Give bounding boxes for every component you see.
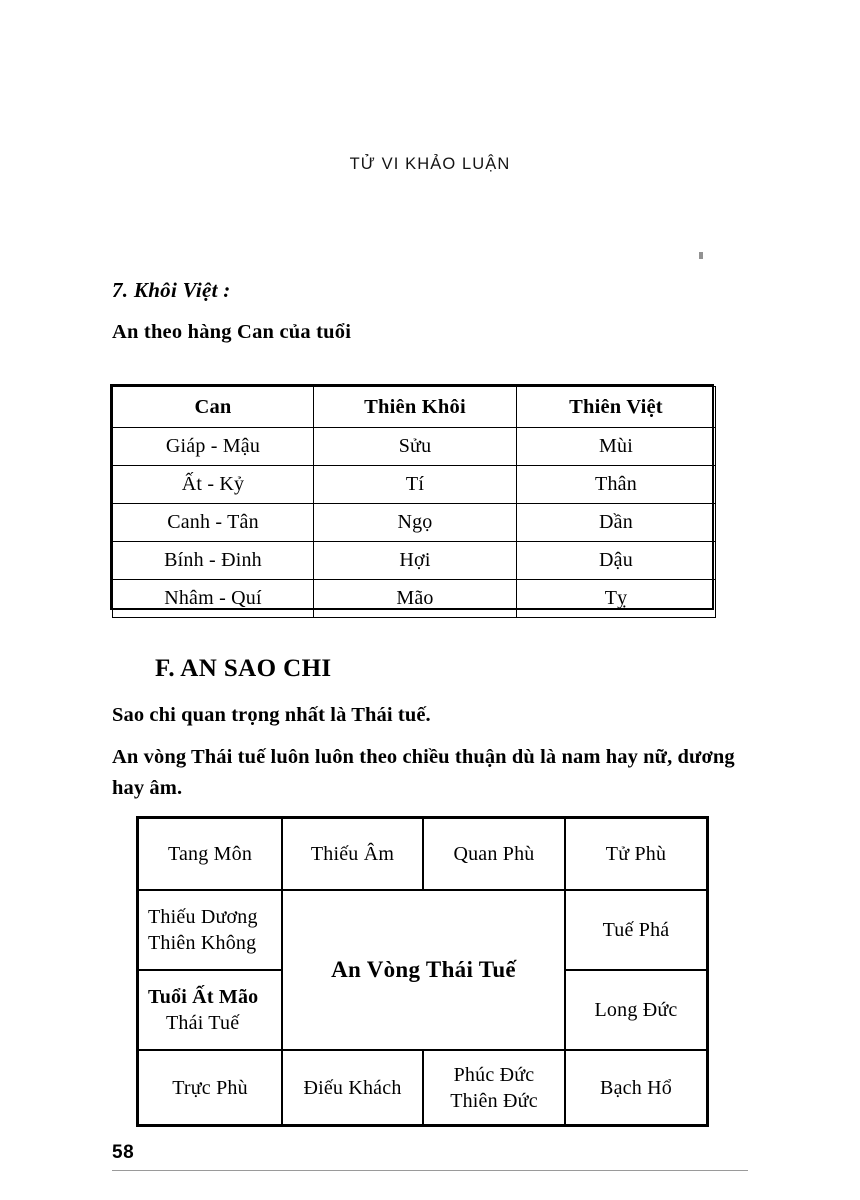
chart-cell-long-duc bbox=[565, 970, 707, 1050]
cell-can: Giáp - Mậu bbox=[113, 428, 314, 466]
cell-can: Bính - Đinh bbox=[113, 542, 314, 580]
chart-cell-label-line-2: Thái Tuế bbox=[166, 1012, 240, 1034]
chart-cell-tu-phu bbox=[565, 818, 707, 890]
chart-cell-bach-ho bbox=[565, 1050, 707, 1125]
cell-thien-khoi: Tí bbox=[314, 466, 517, 504]
section-f-paragraph-2: An vòng Thái tuế luôn luôn theo chiều thuận dù là nam hay nữ, dương hay âm. bbox=[112, 746, 735, 799]
cell-thien-khoi: Hợi bbox=[314, 542, 517, 580]
chart-cell-label: Bạch Hổ bbox=[600, 1076, 672, 1099]
cell-can: Ất - Kỷ bbox=[113, 466, 314, 504]
chart-cell-label-line-2: Thiên Đức bbox=[450, 1089, 538, 1112]
section-7-lead-text: An theo hàng Can của tuổi bbox=[112, 321, 352, 343]
table-header-row bbox=[113, 387, 716, 428]
page-number: 58 bbox=[112, 1142, 135, 1163]
section-f-heading: F. AN SAO CHI bbox=[155, 655, 332, 682]
chart-cell-quan-phu bbox=[423, 818, 565, 890]
table-row bbox=[113, 542, 716, 580]
khoi-viet-table bbox=[112, 386, 716, 618]
cell-thien-khoi: Mão bbox=[314, 580, 517, 618]
thai-tue-chart bbox=[138, 818, 707, 1125]
table-header-can: Can bbox=[113, 387, 314, 428]
table-header-thien-khoi: Thiên Khôi bbox=[314, 387, 517, 428]
chart-cell-tang-mon bbox=[138, 818, 282, 890]
table-row bbox=[113, 504, 716, 542]
chart-cell-label: Tử Phù bbox=[605, 843, 667, 865]
cell-thien-viet: Dậu bbox=[517, 542, 716, 580]
chart-cell-label-line-1: Thiếu Dương bbox=[148, 906, 258, 928]
chart-cell-label: Long Đức bbox=[594, 999, 678, 1021]
chart-cell-thieu-duong-thien-khong bbox=[138, 890, 282, 970]
table-row bbox=[113, 580, 716, 618]
table-header-thien-viet: Thiên Việt bbox=[517, 387, 716, 428]
table-row bbox=[113, 428, 716, 466]
table-row bbox=[113, 466, 716, 504]
chart-cell-label: Trực Phù bbox=[172, 1076, 248, 1099]
chart-center-block bbox=[282, 890, 565, 1050]
chart-cell-label: Tuế Phá bbox=[602, 919, 670, 941]
footer-rule bbox=[112, 1170, 748, 1171]
chart-cell-dieu-khach bbox=[282, 1050, 423, 1125]
chart-cell-label: Điếu Khách bbox=[303, 1076, 402, 1099]
cell-can: Nhâm - Quí bbox=[113, 580, 314, 618]
chart-cell-phuc-duc-thien-duc bbox=[423, 1050, 565, 1125]
chart-cell-tue-pha bbox=[565, 890, 707, 970]
chart-cell-label-line-1: Phúc Đức bbox=[453, 1063, 535, 1086]
section-7-heading: 7. Khôi Việt : bbox=[112, 278, 231, 302]
chart-center-label: An Vòng Thái Tuế bbox=[331, 957, 516, 982]
cell-can: Canh - Tân bbox=[113, 504, 314, 542]
cell-thien-khoi: Sửu bbox=[314, 428, 517, 466]
chart-cell-label: Quan Phù bbox=[453, 843, 535, 865]
chart-cell-tuoi-at-mao-thai-tue bbox=[138, 970, 282, 1050]
chart-cell-label-line-2: Thiên Không bbox=[148, 932, 257, 954]
cell-thien-viet: Mùi bbox=[517, 428, 716, 466]
chart-cell-label: Thiếu Âm bbox=[310, 843, 395, 865]
cell-thien-viet: Dần bbox=[517, 504, 716, 542]
cell-thien-viet: Tỵ bbox=[517, 580, 716, 618]
chart-cell-label: Tang Môn bbox=[167, 843, 253, 865]
running-head: TỬ VI KHẢO LUẬN bbox=[349, 155, 511, 173]
chart-cell-label-line-1: Tuổi Ất Mão bbox=[148, 986, 259, 1008]
cell-thien-khoi: Ngọ bbox=[314, 504, 517, 542]
scan-speck bbox=[699, 252, 703, 259]
cell-thien-viet: Thân bbox=[517, 466, 716, 504]
section-f-paragraph-1: Sao chi quan trọng nhất là Thái tuế. bbox=[112, 704, 431, 726]
chart-cell-truc-phu bbox=[138, 1050, 282, 1125]
chart-cell-thieu-am bbox=[282, 818, 423, 890]
